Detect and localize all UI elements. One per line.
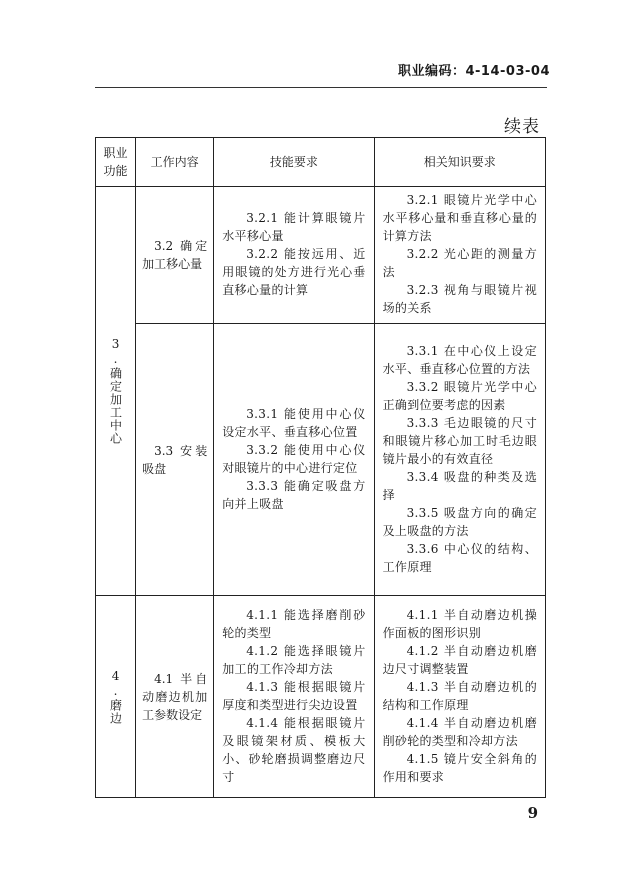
- skills-cell: [214, 187, 374, 324]
- page-number: 9: [527, 804, 538, 822]
- knowledge-item: 3.2.1 眼镜片光学中心水平移心量和垂直移心量的计算方法: [382, 193, 537, 243]
- skill-item: 3.3.3 能确定吸盘方向并上吸盘: [222, 478, 366, 511]
- function-cell: [96, 187, 136, 596]
- knowledge-item: 4.1.4 半自动磨边机磨削砂轮的类型和冷却方法: [382, 715, 537, 748]
- header-content: 工作内容: [136, 138, 214, 187]
- header-function: 职业 功能: [96, 138, 136, 187]
- skill-item: 4.1.1 能选择磨削砂轮的类型: [222, 607, 366, 640]
- skills-cell: [214, 324, 374, 596]
- occupation-code: 职业编码：4-14-03-04: [397, 64, 550, 79]
- knowledge-item: 3.3.2 眼镜片光学中心正确到位要考虑的因素: [382, 379, 537, 412]
- header-knowledge: 相关知识要求: [374, 138, 545, 187]
- table-header-row: [96, 138, 546, 187]
- skill-item: 3.2.1 能计算眼镜片水平移心量: [222, 211, 366, 243]
- knowledge-cell: [374, 187, 545, 324]
- work-content-cell: [136, 596, 214, 798]
- function-label: 4.磨边: [108, 668, 123, 725]
- function-cell: [96, 596, 136, 798]
- work-content: 4.1 半自动磨边机加工参数设定: [142, 671, 208, 722]
- knowledge-item: 4.1.2 半自动磨边机磨边尺寸调整装置: [382, 643, 537, 676]
- table-row: [96, 596, 546, 798]
- knowledge-item: 3.2.2 光心距的测量方法: [382, 247, 537, 279]
- knowledge-item: 3.3.4 吸盘的种类及选择: [382, 469, 537, 502]
- table-row: [96, 324, 546, 596]
- skills-table: [95, 137, 546, 798]
- header-skills: 技能要求: [214, 138, 374, 187]
- work-content: 3.3 安装吸盘: [142, 443, 208, 476]
- skill-item: 3.3.1 能使用中心仪设定水平、垂直移心位置: [222, 406, 366, 439]
- function-label: 3.确定加工中心: [108, 337, 123, 445]
- work-content-cell: [136, 324, 214, 596]
- skill-item: 4.1.2 能选择眼镜片加工的工作冷却方法: [222, 643, 366, 676]
- work-content-cell: [136, 187, 214, 324]
- skill-item: 3.2.2 能按远用、近用眼镜的处方进行光心垂直移心量的计算: [222, 247, 366, 297]
- knowledge-item: 4.1.1 半自动磨边机操作面板的图形识别: [382, 607, 537, 640]
- knowledge-item: 3.3.1 在中心仪上设定水平、垂直移心位置的方法: [382, 343, 537, 376]
- continued-label: 续表: [504, 117, 540, 137]
- knowledge-cell: [374, 324, 545, 596]
- knowledge-item: 3.3.5 吸盘方向的确定及上吸盘的方法: [382, 505, 537, 538]
- knowledge-item: 4.1.5 镜片安全斜角的作用和要求: [382, 751, 537, 784]
- header-rule: [95, 87, 547, 88]
- knowledge-item: 4.1.3 半自动磨边机的结构和工作原理: [382, 679, 537, 712]
- skill-item: 4.1.4 能根据眼镜片及眼镜架材质、模板大小、砂轮磨损调整磨边尺寸: [222, 715, 366, 784]
- table-row: [96, 187, 546, 324]
- work-content: 3.2 确定加工移心量: [142, 239, 208, 271]
- skills-cell: [214, 596, 374, 798]
- knowledge-item: 3.2.3 视角与眼镜片视场的关系: [382, 283, 537, 315]
- skill-item: 3.3.2 能使用中心仪对眼镜片的中心进行定位: [222, 442, 366, 475]
- knowledge-item: 3.3.6 中心仪的结构、工作原理: [382, 541, 537, 574]
- skill-item: 4.1.3 能根据眼镜片厚度和类型进行尖边设置: [222, 679, 366, 712]
- knowledge-cell: [374, 596, 545, 798]
- knowledge-item: 3.3.3 毛边眼镜的尺寸和眼镜片移心加工时毛边眼镜片最小的有效直径: [382, 415, 537, 466]
